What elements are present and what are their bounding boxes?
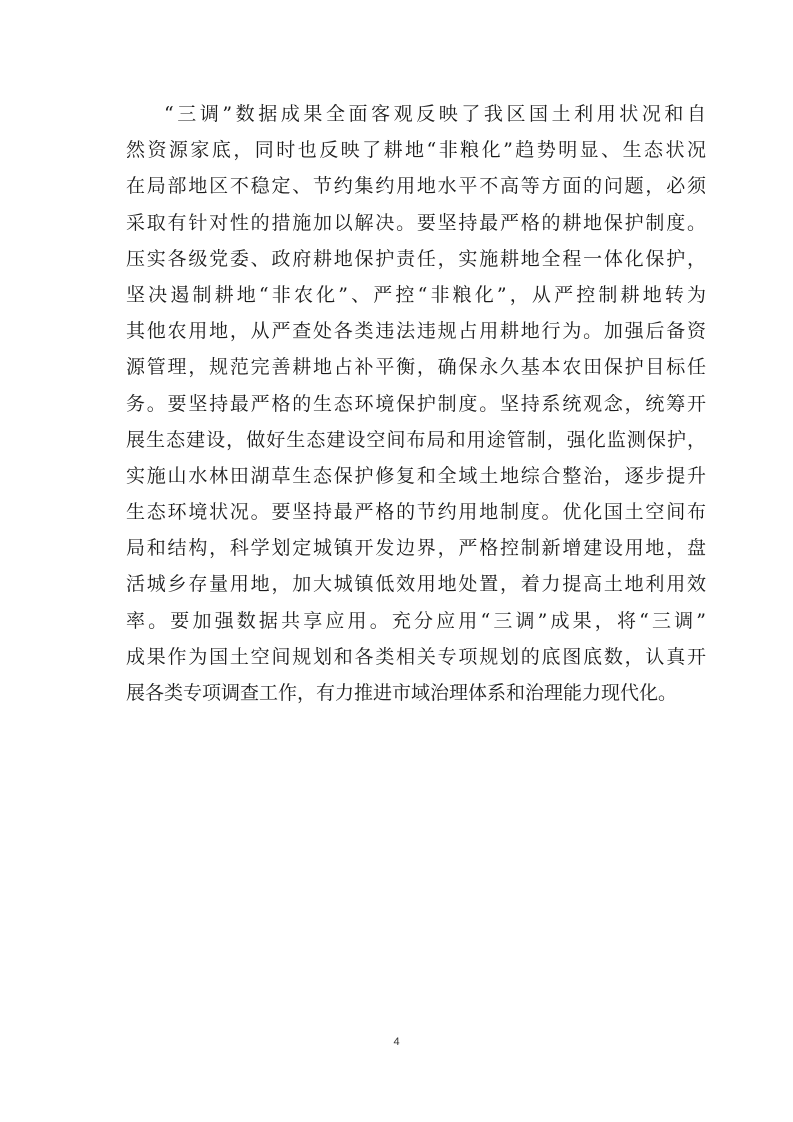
paragraph-line: 然资源家底，同时也反映了耕地“非粮化”趋势明显、生态状况 <box>126 139 706 162</box>
paragraph-line: 压实各级党委、政府耕地保护责任，实施耕地全程一体化保护， <box>126 247 706 270</box>
paragraph-line: 活城乡存量用地，加大城镇低效用地处置，着力提高土地利用效 <box>126 573 706 596</box>
paragraph-line: 展各类专项调查工作，有力推进市域治理体系和治理能力现代化。 <box>126 682 678 704</box>
paragraph-line: 率。要加强数据共享应用。充分应用“三调”成果，将“三调” <box>126 609 706 632</box>
paragraph-line: 生态环境状况。要坚持最严格的节约用地制度。优化国土空间布 <box>126 501 706 524</box>
paragraph-line: 实施山水林田湖草生态保护修复和全域土地综合整治，逐步提升 <box>126 464 706 487</box>
paragraph-line: 其他农用地，从严查处各类违法违规占用耕地行为。加强后备资 <box>126 320 706 343</box>
paragraph-line: “三调”数据成果全面客观反映了我区国土利用状况和自 <box>164 103 706 125</box>
body-paragraph <box>126 96 706 711</box>
paragraph-line: 局和结构，科学划定城镇开发边界，严格控制新增建设用地，盘 <box>126 537 706 560</box>
paragraph-line: 展生态建设，做好生态建设空间布局和用途管制，强化监测保护， <box>126 428 706 451</box>
paragraph-line: 成果作为国土空间规划和各类相关专项规划的底图底数，认真开 <box>126 645 706 668</box>
paragraph-line: 采取有针对性的措施加以解决。要坚持最严格的耕地保护制度。 <box>126 211 706 234</box>
paragraph-line: 坚决遏制耕地“非农化”、严控“非粮化”，从严控制耕地转为 <box>126 283 706 306</box>
paragraph-line: 务。要坚持最严格的生态环境保护制度。坚持系统观念，统筹开 <box>126 392 706 415</box>
paragraph-line: 源管理，规范完善耕地占补平衡，确保永久基本农田保护目标任 <box>126 356 706 379</box>
paragraph-line: 在局部地区不稳定、节约集约用地水平不高等方面的问题，必须 <box>126 175 706 198</box>
page-number: 4 <box>393 1036 400 1048</box>
